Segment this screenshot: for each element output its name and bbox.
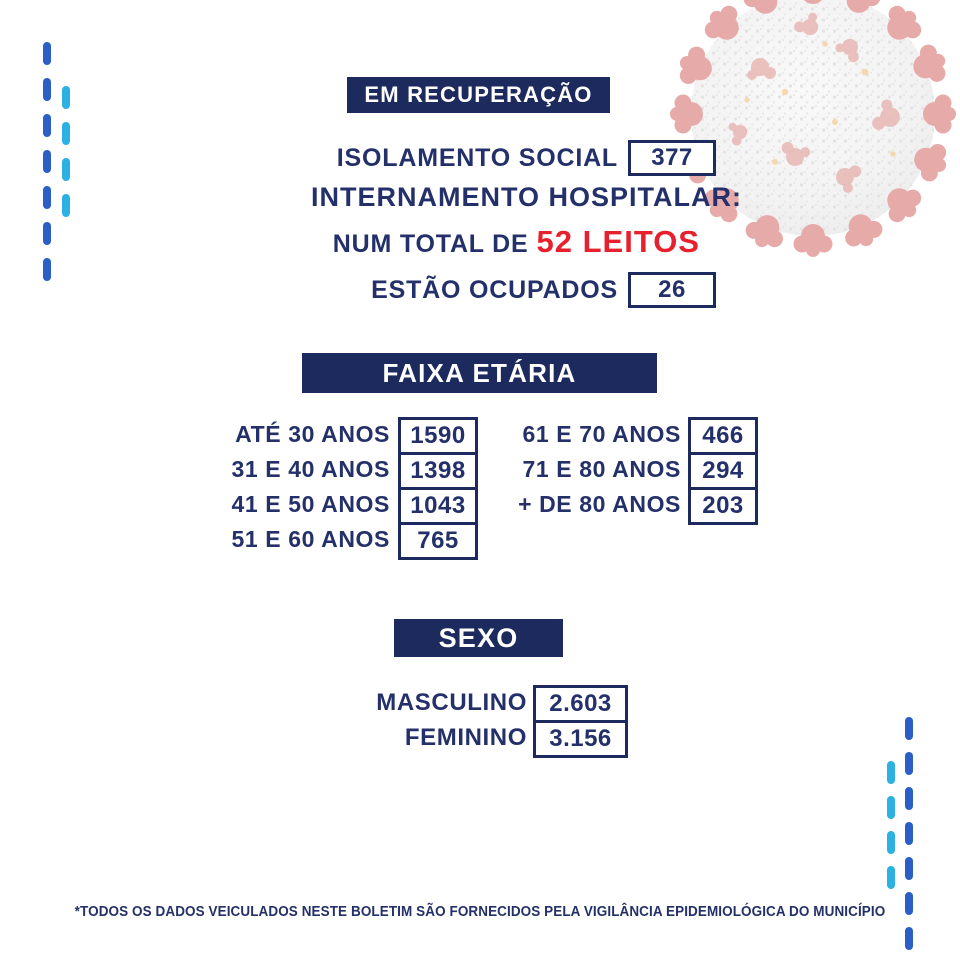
age-value-box bbox=[398, 452, 478, 490]
age-label: 31 E 40 ANOS bbox=[231, 456, 390, 482]
isolamento-row bbox=[0, 140, 960, 176]
sex-value-box bbox=[533, 720, 628, 758]
isolamento-value-box bbox=[628, 140, 716, 176]
table-row bbox=[473, 487, 758, 522]
age-label: 61 E 70 ANOS bbox=[522, 421, 681, 447]
section-title-sex: SEXO bbox=[394, 619, 563, 657]
section-title-age: FAIXA ETÁRIA bbox=[302, 353, 657, 393]
age-value-box bbox=[688, 417, 758, 455]
leitos-prefix: NUM TOTAL DE bbox=[332, 230, 529, 258]
isolamento-value: 377 bbox=[651, 144, 693, 171]
isolamento-label: ISOLAMENTO SOCIAL bbox=[336, 143, 618, 172]
table-row bbox=[0, 417, 478, 452]
age-value-box bbox=[398, 417, 478, 455]
age-label: 41 E 50 ANOS bbox=[231, 491, 390, 517]
leitos-line bbox=[0, 224, 960, 260]
table-row bbox=[0, 720, 960, 755]
age-value-box bbox=[398, 487, 478, 525]
table-row bbox=[0, 522, 478, 557]
ocupados-row bbox=[0, 272, 960, 308]
sex-value-box bbox=[533, 685, 628, 723]
internamento-label: INTERNAMENTO HOSPITALAR: bbox=[311, 182, 742, 212]
ocupados-value-box bbox=[628, 272, 716, 308]
sex-value: 3.156 bbox=[549, 725, 612, 752]
age-label: + DE 80 ANOS bbox=[518, 491, 681, 517]
age-value: 203 bbox=[702, 492, 744, 519]
age-value-box bbox=[398, 522, 478, 560]
table-row bbox=[0, 452, 478, 487]
age-value: 1043 bbox=[410, 492, 466, 519]
age-value: 765 bbox=[417, 527, 459, 554]
age-value: 466 bbox=[702, 422, 744, 449]
table-row bbox=[473, 417, 758, 452]
table-row bbox=[473, 452, 758, 487]
leitos-highlight: 52 LEITOS bbox=[536, 224, 700, 259]
age-value-box bbox=[688, 452, 758, 490]
dashed-line-decoration-right-light bbox=[887, 761, 895, 889]
table-row bbox=[0, 685, 960, 720]
age-table-left-column bbox=[0, 417, 478, 557]
footer-note: *TODOS OS DADOS VEICULADOS NESTE BOLETIM SÃO FORNECIDOS PELA VIGILÂNCIA EPIDEMIOLÓGICA DO MUNICÍPIO bbox=[74, 904, 886, 920]
age-value-box bbox=[688, 487, 758, 525]
sex-table bbox=[0, 685, 960, 755]
sex-value: 2.603 bbox=[549, 690, 612, 717]
age-value: 1590 bbox=[410, 422, 466, 449]
age-table-right-column bbox=[473, 417, 758, 522]
age-label: 51 E 60 ANOS bbox=[231, 526, 390, 552]
age-value: 294 bbox=[702, 457, 744, 484]
sex-label: FEMININO bbox=[404, 724, 527, 751]
age-label: 71 E 80 ANOS bbox=[522, 456, 681, 482]
age-value: 1398 bbox=[410, 457, 466, 484]
sex-label: MASCULINO bbox=[376, 689, 527, 716]
section-title-recovery: EM RECUPERAÇÃO bbox=[347, 77, 610, 113]
table-row bbox=[0, 487, 478, 522]
age-label: ATÉ 30 ANOS bbox=[235, 421, 390, 447]
ocupados-label: ESTÃO OCUPADOS bbox=[371, 275, 618, 304]
ocupados-value: 26 bbox=[658, 276, 686, 303]
